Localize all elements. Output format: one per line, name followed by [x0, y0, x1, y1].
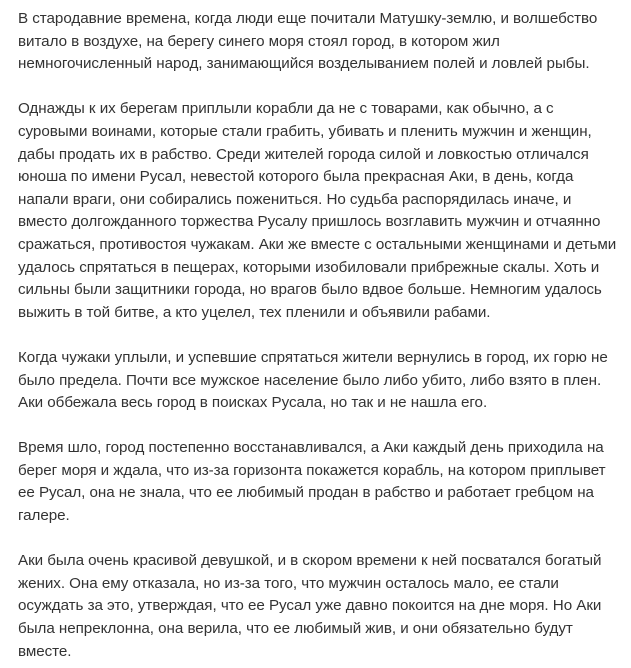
- paragraph: Время шло, город постепенно восстанавливался, а Аки каждый день приходила на берег моря и ждала, что из-за горизонта покажется корабль, на котором приплывет ее Русал, она не знала, что ее любимый продан в рабство и работает гребцом на галере.: [18, 439, 606, 525]
- paragraph: Аки была очень красивой девушкой, и в скором времени к ней посватался богатый жених. Она ему отказала, но из-за того, что мужчин осталось мало, ее стали осуждать за это, утверждая, что ее Русал уже давно покоится на дне моря. Но Аки была непреклонна, она верила, что ее любимый жив, и они обязательно будут вместе.: [18, 552, 602, 660]
- paragraph: Однажды к их берегам приплыли корабли да не с товарами, как обычно, а с суровыми воинами, которые стали грабить, убивать и пленить мужчин и женщин, дабы продать их в рабство. Среди жителей города силой и ловкостью отличался юноша по имени Русал, невестой которого была прекрасная Аки, в день, когда напали враги, они собирались пожениться. Но судьба распорядилась иначе, и вместо долгожданного торжества Русалу пришлось возглавить мужчин и отчаянно сражаться, противостоя чужакам. Аки же вместе с остальными женщинами и детьми удалось спрятаться в пещерах, которыми изобиловали прибрежные скалы. Хоть и сильны были защитники города, но врагов было вдвое больше. Немногим удалось выжить в той битве, а кто уцелел, тех пленили и объявили рабами.: [18, 100, 617, 321]
- paragraph: В стародавние времена, когда люди еще почитали Матушку-землю, и волшебство витало в воздухе, на берегу синего моря стоял город, в котором жил немногочисленный народ, занимающийся возделыванием полей и ловлей рыбы.: [18, 10, 598, 73]
- article-text: [18, 8, 618, 663]
- paragraph: Когда чужаки уплыли, и успевшие спрятаться жители вернулись в город, их горю не было предела. Почти все мужское население было либо убито, либо взято в плен. Аки оббежала весь город в поисках Русала, но так и не нашла его.: [18, 348, 608, 412]
